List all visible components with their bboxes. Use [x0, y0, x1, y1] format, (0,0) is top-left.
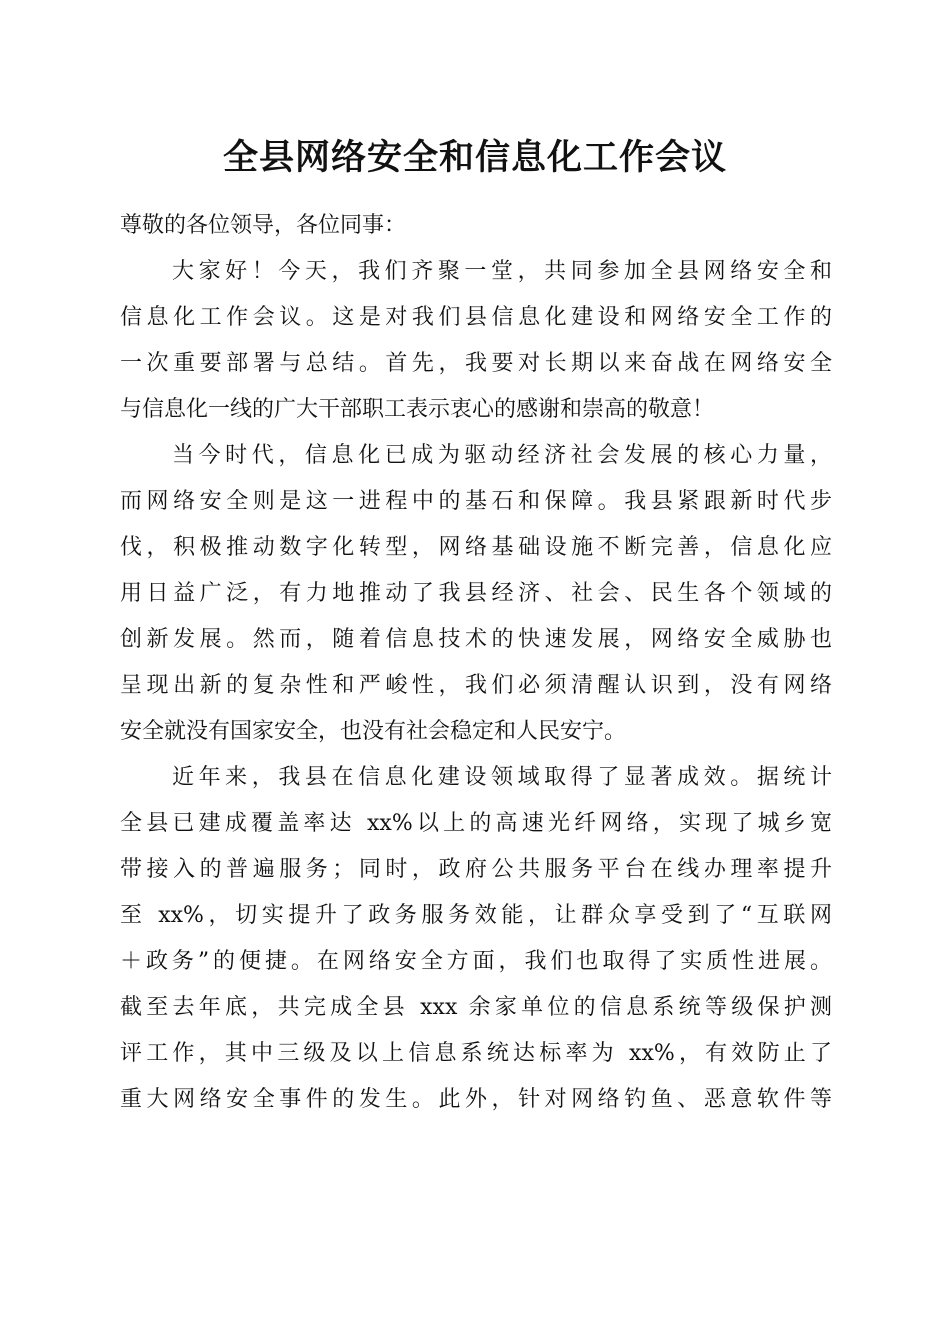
paragraph-3: [120, 755, 832, 1123]
text-line: 信息化工作会议。这是对我们县信息化建设和网络安全工作的: [120, 305, 832, 330]
text-line: 呈现出新的复杂性和严峻性，我们必须清醒认识到，没有网络: [120, 673, 832, 698]
paragraph-2: [120, 433, 832, 755]
text-line: 大家好！今天，我们齐聚一堂，共同参加全县网络安全和: [172, 259, 832, 284]
text-line: 重大网络安全事件的发生。此外，针对网络钓鱼、恶意软件等: [120, 1087, 832, 1112]
text-line: 截至去年底，共完成全县 xxx 余家单位的信息系统等级保护测: [120, 995, 832, 1020]
text-line: 评工作，其中三级及以上信息系统达标率为 xx%，有效防止了: [120, 1041, 832, 1066]
text-line: 当今时代，信息化已成为驱动经济社会发展的核心力量，: [172, 443, 832, 468]
document-title: 全县网络安全和信息化工作会议: [222, 137, 727, 178]
text-line: 伐，积极推动数字化转型，网络基础设施不断完善，信息化应: [120, 535, 832, 560]
text-line: 全县已建成覆盖率达 xx%以上的高速光纤网络，实现了城乡宽: [120, 811, 832, 836]
text-line: 至 xx%，切实提升了政务服务效能，让群众享受到了“互联网: [120, 903, 832, 928]
text-line: 安全就没有国家安全，也没有社会稳定和人民安宁。: [120, 719, 627, 744]
text-line: 创新发展。然而，随着信息技术的快速发展，网络安全威胁也: [120, 627, 832, 652]
salutation: 尊敬的各位领导，各位同事：: [120, 213, 407, 238]
text-line: 一次重要部署与总结。首先，我要对长期以来奋战在网络安全: [120, 351, 832, 376]
text-line: ＋政务”的便捷。在网络安全方面，我们也取得了实质性进展。: [120, 949, 832, 974]
text-line: 带接入的普遍服务；同时，政府公共服务平台在线办理率提升: [120, 857, 832, 882]
text-line: 近年来，我县在信息化建设领域取得了显著成效。据统计: [172, 765, 832, 790]
text-line: 与信息化一线的广大干部职工表示衷心的感谢和崇高的敬意！: [120, 397, 715, 422]
document-body: [120, 203, 832, 1123]
paragraph-1: [120, 249, 832, 433]
text-line: 而网络安全则是这一进程中的基石和保障。我县紧跟新时代步: [120, 489, 832, 514]
text-line: 用日益广泛，有力地推动了我县经济、社会、民生各个领域的: [120, 581, 832, 606]
